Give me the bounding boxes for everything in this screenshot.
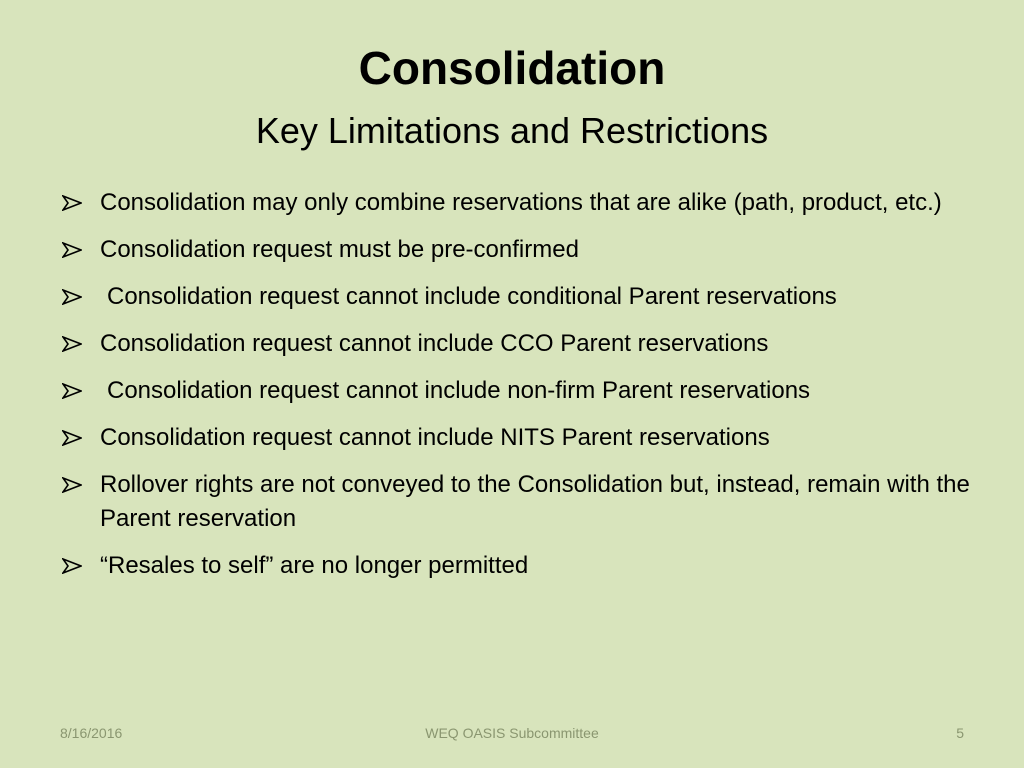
- arrowhead-bullet-icon: [62, 289, 82, 305]
- arrowhead-bullet-icon: [62, 430, 82, 446]
- page-number: 5: [956, 725, 964, 741]
- list-item: [60, 549, 970, 583]
- bullet-text: Consolidation request cannot include NITS Parent reservations: [100, 424, 770, 451]
- arrowhead-bullet-icon: [62, 195, 82, 211]
- list-item: [60, 186, 970, 220]
- slide-subtitle: Key Limitations and Restrictions: [255, 110, 769, 151]
- arrowhead-bullet-icon: [62, 242, 82, 258]
- bullet-text: “Resales to self” are no longer permitted: [100, 552, 529, 579]
- list-item: [60, 327, 970, 361]
- list-item: [60, 468, 970, 536]
- footer-title: WEQ OASIS Subcommittee: [425, 725, 599, 741]
- bullet-text: Consolidation request cannot include non-firm Parent reservations: [107, 377, 811, 404]
- list-item: [60, 233, 970, 267]
- list-item: [60, 421, 970, 455]
- list-item: [60, 374, 970, 408]
- arrowhead-bullet-icon: [62, 558, 82, 574]
- bullet-text: Consolidation request must be pre-confirmed: [100, 236, 579, 263]
- list-item: [60, 280, 970, 314]
- arrowhead-bullet-icon: [62, 477, 82, 493]
- bullet-text: Consolidation request cannot include conditional Parent reservations: [107, 283, 837, 310]
- slide-title: Consolidation: [358, 42, 666, 94]
- bullet-text: Consolidation may only combine reservations that are alike (path, product, etc.): [100, 189, 942, 216]
- bullet-text: Rollover rights are not conveyed to the Consolidation but, instead, remain with the Parent reservation: [100, 471, 970, 532]
- bullet-list: [60, 186, 970, 596]
- footer-date: 8/16/2016: [60, 725, 123, 741]
- arrowhead-bullet-icon: [62, 336, 82, 352]
- bullet-text: Consolidation request cannot include CCO Parent reservations: [100, 330, 769, 357]
- arrowhead-bullet-icon: [62, 383, 82, 399]
